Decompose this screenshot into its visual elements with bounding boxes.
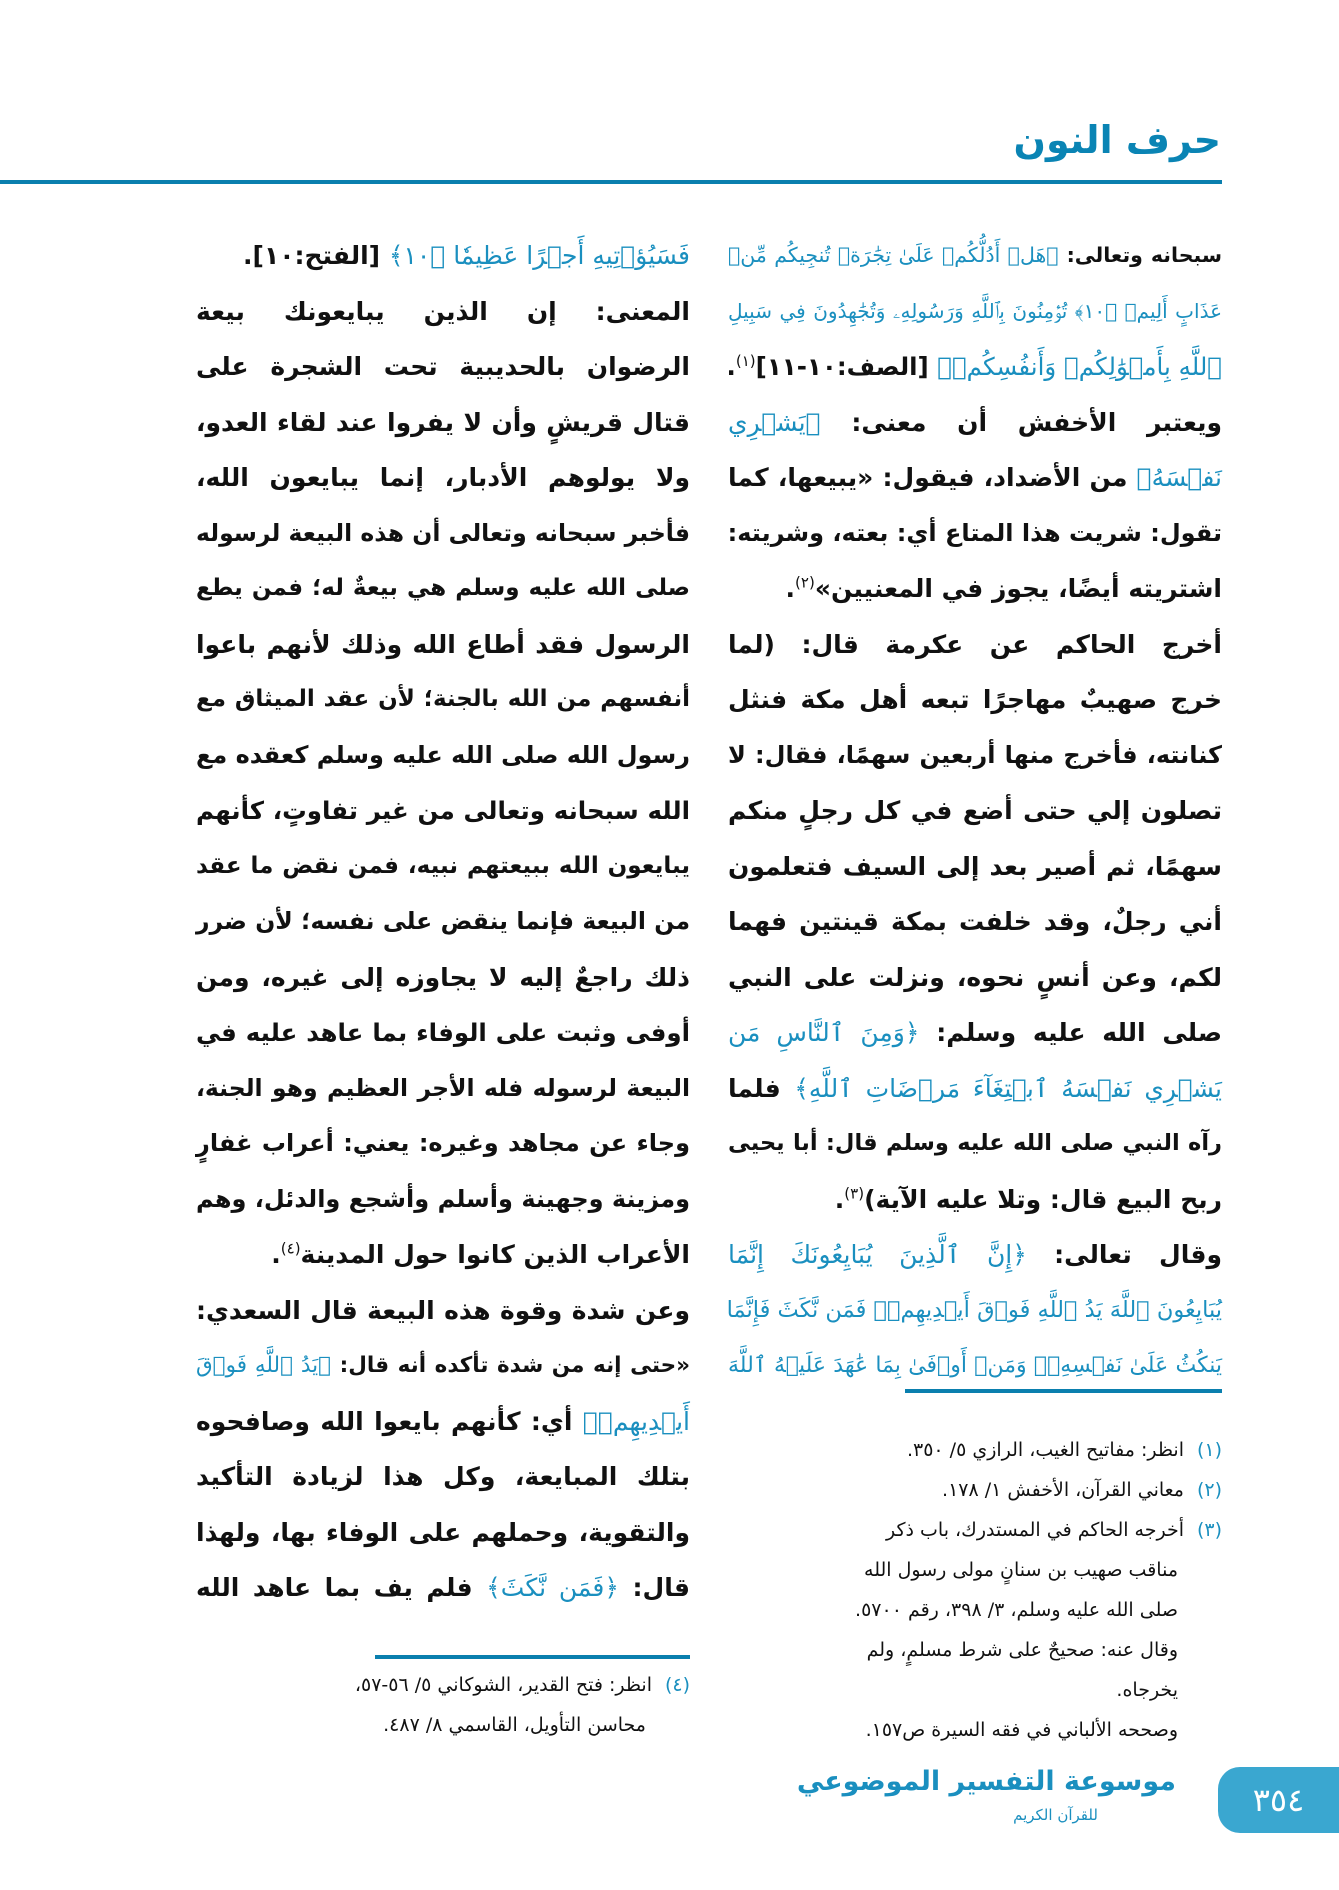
- text-line: [196, 1394, 690, 1450]
- body-text: [الصف:١٠-١١]: [755, 352, 938, 381]
- body-text: ولا يولوهم الأدبار، إنما يبايعون الله،: [196, 463, 690, 492]
- footnote-ref: (٢): [795, 573, 815, 592]
- footnote-text: وصححه الألباني في فقه السيرة ص١٥٧.: [865, 1719, 1178, 1741]
- footnote-number: (٤): [664, 1674, 690, 1696]
- text-line: [728, 728, 1222, 784]
- text-line: [196, 728, 690, 784]
- body-text: ومزينة وجهينة وأسلم وأشجع والدئل، وهم: [196, 1184, 690, 1213]
- text-line: [728, 1005, 1222, 1061]
- body-text: قتال قريشٍ وأن لا يفروا عند لقاء العدو،: [196, 407, 690, 437]
- quran-verse: عَذَابٍ أَلِيمٖ ﴿١٠﴾ تُؤۡمِنُونَ بِٱللَّهِ وَرَسُولِهِۦ وَتُجَٰهِدُونَ فِي سَبِيلِ: [728, 298, 1222, 323]
- footnote-text: معاني القرآن، الأخفش ١/ ١٧٨.: [942, 1479, 1184, 1501]
- body-text: أني رجلٌ، وقد خلفت بمكة قينتين فهما: [728, 907, 1222, 936]
- header-divider: [0, 180, 1222, 184]
- text-line: [196, 894, 690, 950]
- text-line: [196, 561, 690, 617]
- text-line: [728, 783, 1222, 839]
- quran-verse: ﴿وَمِنَ ٱلنَّاسِ مَن: [728, 1018, 920, 1047]
- text-line: [728, 1338, 1222, 1394]
- footnote-line: [728, 1430, 1222, 1470]
- logo-subtitle: للقرآن الكريم: [1013, 1806, 1098, 1824]
- body-text: سهمًا، ثم أصير بعد إلى السيف فتعلمون: [728, 851, 1222, 881]
- text-line: [728, 1227, 1222, 1283]
- footnote-line: [728, 1590, 1222, 1630]
- text-line: [728, 284, 1222, 340]
- body-text: كنانته، فأخرج منها أربعين سهمًا، فقال: لا: [728, 740, 1222, 769]
- text-line: [196, 1283, 690, 1339]
- body-text: فلما: [728, 1073, 795, 1103]
- text-line: [196, 228, 690, 284]
- page-number: ٣٥٤: [1218, 1767, 1339, 1833]
- body-text: قال:: [619, 1573, 690, 1602]
- text-line: [728, 839, 1222, 895]
- quran-verse: يُبَايِعُونَ ٱللَّهَ يَدُ ٱللَّهِ فَوۡقَ أَيۡدِيهِمۡۚ فَمَن نَّكَثَ فَإِنَّمَا: [726, 1296, 1222, 1323]
- text-line: [196, 1172, 690, 1228]
- body-text: ربح البيع قال: وتلا عليه الآية): [864, 1184, 1222, 1214]
- quran-verse: يَنكُثُ عَلَىٰ نَفۡسِهِۦۖ وَمَنۡ أَوۡفَىٰ بِمَا عَٰهَدَ عَلَيۡهُ ٱللَّهَ: [728, 1353, 1222, 1378]
- text-line: [196, 672, 690, 728]
- body-text: تصلون إلي حتى أضع في كل رجلٍ منكم: [728, 796, 1222, 825]
- quran-verse: نَفۡسَهُ﴾: [1136, 463, 1222, 492]
- quran-verse: يَشۡرِي نَفۡسَهُ ٱبۡتِغَآءَ مَرۡضَاتِ ٱللَّهِ﴾: [794, 1073, 1222, 1103]
- body-text: فأخبر سبحانه وتعالى أن هذه البيعة لرسوله: [196, 518, 690, 547]
- encyclopedia-logo: [796, 1760, 1176, 1840]
- body-text: تقول: شريت هذا المتاع أي: بعته، وشريته:: [727, 518, 1222, 547]
- text-line: [196, 1560, 690, 1616]
- body-text: أخرج الحاكم عن عكرمة قال: (لما: [728, 629, 1222, 659]
- footnotes-left: [196, 1665, 690, 1745]
- body-text: فلم يف بما عاهد الله: [196, 1573, 487, 1602]
- quran-verse: ﴿يَدُ ٱللَّهِ فَوۡقَ: [196, 1353, 332, 1378]
- body-text: صلى الله عليه وسلم هي بيعةٌ له؛ فمن يطع: [196, 575, 690, 601]
- footnotes-right: [728, 1430, 1222, 1750]
- quran-verse: ﴿يَشۡرِي: [728, 407, 821, 437]
- footnote-text: أخرجه الحاكم في المستدرك، باب ذكر: [886, 1519, 1184, 1541]
- body-text: لكم، وعن أنسٍ نحوه، ونزلت على النبي: [728, 962, 1222, 992]
- footnote-text: وقال عنه: صحيحٌ على شرط مسلمٍ، ولم: [866, 1639, 1178, 1661]
- text-line: [196, 1227, 690, 1283]
- footnote-ref: (١): [735, 351, 756, 370]
- quran-verse: ٱللَّهِ بِأَمۡوَٰلِكُمۡ وَأَنفُسِكُمۡ﴾: [937, 352, 1222, 381]
- body-text: البيعة لرسوله فله الأجر العظيم وهو الجنة،: [196, 1073, 690, 1102]
- text-line: [196, 783, 690, 839]
- body-text: «حتى إنه من شدة تأكده أنه قال:: [331, 1353, 690, 1378]
- left-text-column: [196, 228, 690, 1616]
- logo-title: موسوعة التفسير الموضوعي: [796, 1766, 1176, 1797]
- text-line: [728, 506, 1222, 562]
- footnote-line: [728, 1550, 1222, 1590]
- footnote-text: يخرجاه.: [1116, 1679, 1178, 1701]
- footnote-text: انظر: مفاتيح الغيب، الرازي ٥/ ٣٥٠.: [906, 1439, 1184, 1461]
- body-text: أي: كأنهم بايعوا الله وصافحوه: [196, 1406, 583, 1436]
- footnote-ref: (٣): [844, 1184, 865, 1203]
- text-line: [728, 1061, 1222, 1117]
- text-line: [196, 1338, 690, 1394]
- footnote-text: مناقب صهيب بن سنانٍ مولى رسول الله: [864, 1559, 1178, 1581]
- footnote-line: [728, 1630, 1222, 1670]
- text-line: [196, 339, 690, 395]
- body-text: .: [785, 574, 796, 603]
- text-line: [196, 284, 690, 340]
- text-line: [728, 450, 1222, 506]
- body-text: سبحانه وتعالى:: [1058, 243, 1223, 267]
- footnote-line: [728, 1710, 1222, 1750]
- body-text: الأعراب الذين كانوا حول المدينة: [300, 1240, 690, 1269]
- text-line: [196, 1505, 690, 1561]
- text-line: [728, 395, 1222, 451]
- footnote-divider-right: [905, 1389, 1222, 1393]
- body-text: من البيعة فإنما ينقض على نفسه؛ لأن ضرر: [196, 907, 690, 935]
- body-text: .: [726, 352, 736, 381]
- quran-verse: أَيۡدِيهِمۡ﴾: [582, 1406, 690, 1436]
- text-line: [196, 506, 690, 562]
- footnote-line: [728, 1470, 1222, 1510]
- body-text: المعنى: إن الذين يبايعونك بيعة: [196, 296, 690, 326]
- body-text: .: [271, 1240, 281, 1269]
- footnote-line: [728, 1510, 1222, 1550]
- footnote-line: [196, 1705, 690, 1745]
- text-line: [728, 672, 1222, 728]
- text-line: [728, 1116, 1222, 1172]
- body-text: والتقوية، وحملهم على الوفاء بها، ولهذا: [196, 1517, 690, 1547]
- body-text: ويعتبر الأخفش أن معنى:: [820, 407, 1222, 437]
- text-line: [196, 395, 690, 451]
- body-text: يبايعون الله ببيعتهم نبيه، فمن نقض ما عقد: [196, 852, 690, 879]
- body-text: الرضوان بالحديبية تحت الشجرة على: [196, 352, 690, 381]
- body-text: وعن شدة وقوة هذه البيعة قال السعدي:: [196, 1295, 690, 1325]
- chapter-title: حرف النون: [1013, 118, 1221, 162]
- text-line: [728, 1283, 1222, 1339]
- text-line: [196, 1005, 690, 1061]
- footnote-ref: (٤): [280, 1239, 301, 1258]
- text-line: [196, 839, 690, 895]
- quran-verse: ﴿إِنَّ ٱلَّذِينَ يُبَايِعُونَكَ إِنَّمَا: [728, 1240, 1027, 1269]
- text-line: [196, 950, 690, 1006]
- text-line: [728, 228, 1222, 284]
- quran-verse: ﴿فَمَن نَّكَثَ﴾: [486, 1573, 619, 1602]
- text-line: [728, 617, 1222, 673]
- text-line: [728, 1172, 1222, 1228]
- footnote-line: [196, 1665, 690, 1705]
- text-line: [728, 561, 1222, 617]
- text-line: [728, 950, 1222, 1006]
- footnote-text: صلى الله عليه وسلم، ٣/ ٣٩٨، رقم ٥٧٠٠.: [855, 1599, 1178, 1621]
- footnote-text: محاسن التأويل، القاسمي ٨/ ٤٨٧.: [383, 1714, 646, 1736]
- text-line: [728, 894, 1222, 950]
- footnote-divider-left: [375, 1655, 690, 1659]
- footnote-number: (٢): [1196, 1479, 1222, 1501]
- body-text: رآه النبي صلى الله عليه وسلم قال: أبا يحيى: [728, 1130, 1222, 1156]
- footnote-text: انظر: فتح القدير، الشوكاني ٥/ ٥٦-٥٧،: [354, 1674, 652, 1696]
- body-text: وقال تعالى:: [1026, 1240, 1222, 1269]
- footnote-number: (١): [1196, 1439, 1222, 1461]
- text-line: [196, 1449, 690, 1505]
- body-text: وجاء عن مجاهد وغيره: يعني: أعراب غفارٍ: [196, 1129, 690, 1157]
- body-text: بتلك المبايعة، وكل هذا لزيادة التأكيد: [196, 1462, 690, 1491]
- body-text: [الفتح:١٠].: [243, 241, 389, 270]
- body-text: رسول الله صلى الله عليه وسلم كعقده مع: [196, 740, 690, 769]
- text-line: [728, 339, 1222, 395]
- text-line: [196, 450, 690, 506]
- right-text-column: [728, 228, 1222, 1394]
- body-text: أنفسهم من الله بالجنة؛ لأن عقد الميثاق مع: [196, 686, 690, 712]
- body-text: أوفى وثبت على الوفاء بما عاهد عليه في: [196, 1018, 690, 1047]
- footnote-number: (٣): [1196, 1519, 1222, 1541]
- body-text: الله سبحانه وتعالى من غير تفاوتٍ، كأنهم: [196, 796, 690, 825]
- body-text: صلى الله عليه وسلم:: [919, 1018, 1223, 1047]
- body-text: الرسول فقد أطاع الله وذلك لأنهم باعوا: [196, 629, 690, 659]
- body-text: اشتريته أيضًا، يجوز في المعنيين»: [814, 574, 1222, 603]
- text-line: [196, 1116, 690, 1172]
- text-line: [196, 1061, 690, 1117]
- body-text: .: [834, 1184, 845, 1214]
- text-line: [196, 617, 690, 673]
- footnote-line: [728, 1670, 1222, 1710]
- quran-verse: ﴿هَلۡ أَدُلُّكُمۡ عَلَىٰ تِجَٰرَةٖ تُنجِيكُم مِّنۡ: [728, 243, 1059, 267]
- body-text: من الأضداد، فيقول: «يبيعها، كما: [728, 463, 1137, 492]
- quran-verse: فَسَيُؤۡتِيهِ أَجۡرًا عَظِيمٗا ﴿١٠﴾: [388, 241, 690, 270]
- body-text: خرج صهيبٌ مهاجرًا تبعه أهل مكة فنثل: [728, 685, 1222, 714]
- body-text: ذلك راجعٌ إليه لا يجاوزه إلى غيره، ومن: [196, 962, 690, 992]
